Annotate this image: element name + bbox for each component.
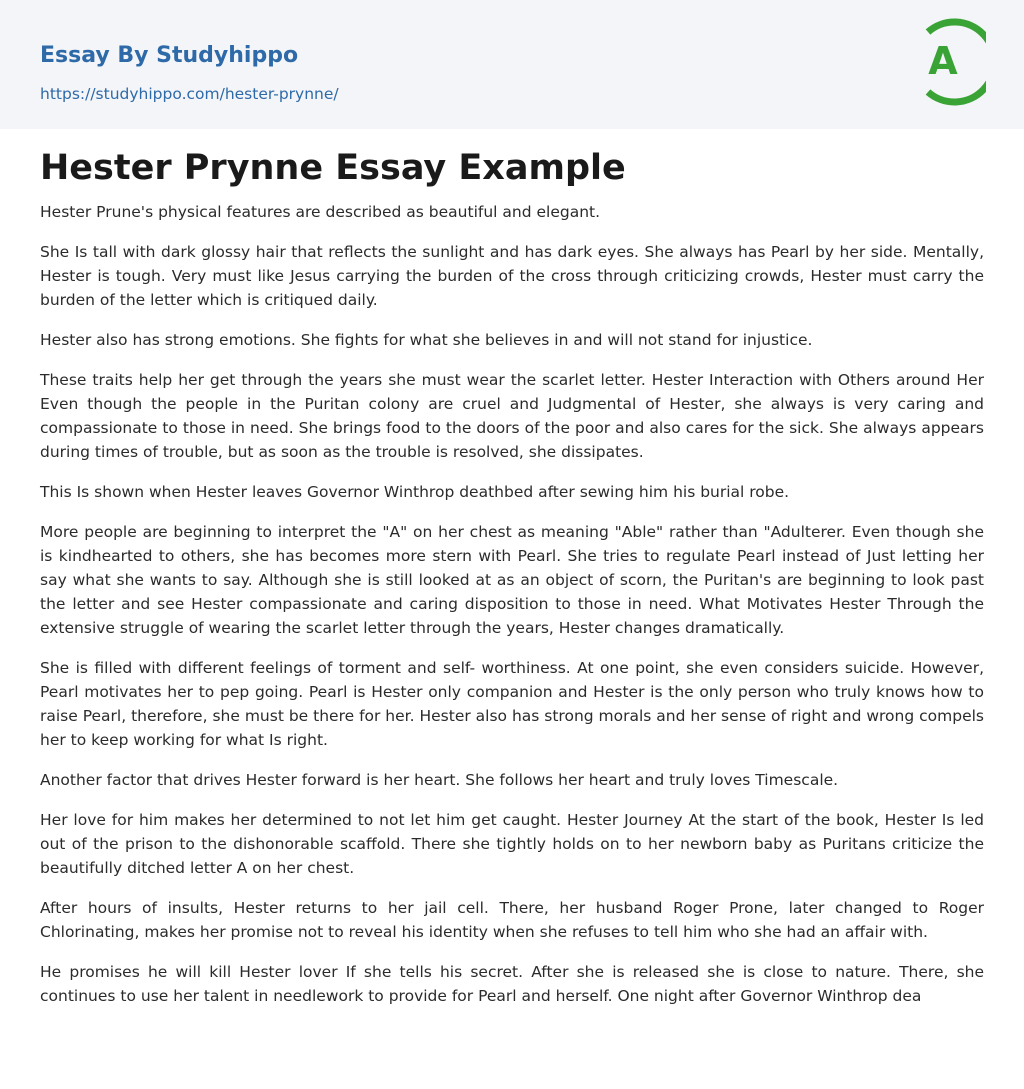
page-title: Hester Prynne Essay Example	[40, 148, 626, 188]
essay-paragraph-truncated: He promises he will kill Hester lover If she tells his secret. After she is released she is close to nature. There, she continues to use her talent in needlework to provide for Pearl and herself. One night after Governor Winthrop dea	[40, 963, 984, 1005]
essay-paragraph: She Is tall with dark glossy hair that reflects the sunlight and has dark eyes. She always has Pearl by her side. Mentally, Hester is tough. Very must like Jesus carrying the burden of the cross through criticizing crowds, Hester must carry the burden of the letter which is critiqued daily.	[40, 243, 984, 309]
essay-paragraph: Hester Prune's physical features are described as beautiful and elegant.	[40, 203, 601, 221]
essay-paragraph: She is filled with different feelings of torment and self- worthiness. At one point, she even considers suicide. However, Pearl motivates her to pep going. Pearl is Hester only companion and Hester is the only person who truly knows how to raise Pearl, therefore, she must be there for her. Hester also has strong morals and her sense of right and wrong compels her to keep working for what Is right.	[40, 659, 984, 749]
site-brand[interactable]: Essay By Studyhippo	[40, 43, 299, 68]
logo-letter: A	[928, 39, 958, 83]
essay-paragraph: Hester also has strong emotions. She fights for what she believes in and will not stand for injustice.	[40, 331, 813, 349]
essay-paragraph: This Is shown when Hester leaves Governor Winthrop deathbed after sewing him his burial robe.	[40, 483, 790, 501]
source-url-link[interactable]: https://studyhippo.com/hester-prynne/	[40, 85, 339, 103]
essay-paragraph: These traits help her get through the years she must wear the scarlet letter. Hester Interaction with Others around Her Even though the people in the Puritan colony are cruel and Judgmental of Hester, she always is very caring and compassionate to those in need. She brings food to the doors of the poor and also cares for the sick. She always appears during times of trouble, but as soon as the trouble is resolved, she dissipates.	[40, 371, 984, 461]
essay-body	[40, 200, 984, 1024]
essay-paragraph: Her love for him makes her determined to not let him get caught. Hester Journey At the start of the book, Hester Is led out of the prison to the dishonorable scaffold. There she tightly holds on to her newborn baby as Puritans criticize the beautifully ditched letter A on her chest.	[40, 811, 984, 877]
essay-paragraph: After hours of insults, Hester returns to her jail cell. There, her husband Roger Prone, later changed to Roger Chlorinating, makes her promise not to reveal his identity when she refuses to tell him who she had an affair with.	[40, 899, 984, 941]
logo-ring-gap-end	[918, 90, 928, 92]
studyhippo-logo-icon[interactable]	[914, 18, 986, 106]
essay-paragraph: Another factor that drives Hester forward is her heart. She follows her heart and truly loves Timescale.	[40, 771, 839, 789]
essay-paragraph: More people are beginning to interpret the "A" on her chest as meaning "Able" rather than "Adulterer. Even though she is kindhearted to others, she has becomes more stern with Pearl. She tries to regulate Pearl instead of Just letting her say what she wants to say. Although she is still looked at as an object of scorn, the Puritan's are beginning to look past the letter and see Hester compassionate and caring disposition to those in need. What Motivates Hester Through the extensive struggle of wearing the scarlet letter through the years, Hester changes dramatically.	[40, 523, 984, 637]
